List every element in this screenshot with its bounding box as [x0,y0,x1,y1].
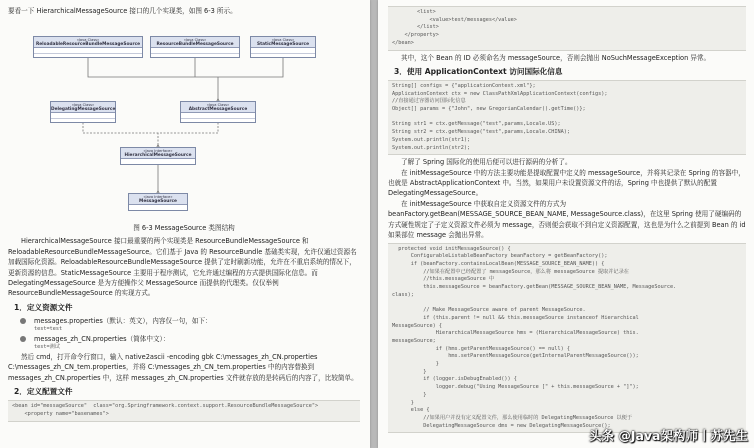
bullet-dot-icon [20,318,26,324]
text-understood: 了解了 Spring 国际化的使用后便可以进行源码的分析了。 [401,158,572,167]
uml-class-reloadable: «Java Class» ReloadableResourceBundleMessageSource [33,36,143,58]
bullet-code: test=测试 [34,344,60,351]
code-block-context-usage: String[] configs = {"applicationContext.xml"}; ApplicationContext ctx = new ClassPathXmlApplicationContext(configs); //直接通过容器访问国际化信息 Object[] params = {"John", new GregorianCalendar().getTime()}; String str1 = ctx.getMessage("test",params,Locale.US); String str2 = ctx.getMessage("test",params,Locale.CHINA); System.out.println(str1); System.out.println(str2); [388,80,746,155]
uml-class-delegating: «Java Class» DelegatingMessageSource [50,101,116,123]
text-bean-id-note: 其中，这个 Bean 的 ID 必须命名为 messageSource，否则会抛出 NoSuchMessageException 异常。 [401,53,711,62]
class-diagram [8,21,360,221]
section-heading-use-context: 3．使用 ApplicationContext 访问国际化信息 [394,66,563,76]
code-block-init-message-source: protected void initMessageSource() { ConfigurableListableBeanFactory beanFactory = getBeanFactory(); if (beanFactory.containsLocalBean(MESSAGE_SOURCE_BEAN_NAME)) { //如果在配置中已经配置了 messageSource，那么将 messageSource 提取并记录在 //this.messageSource 中 this.messageSource = beanFactory.getBean(MESSAGE_SOURCE_BEAN_NAME, MessageSource. class); // Make MessageSource aware of parent MessageSource. if (this.parent != null && this.messageSource instanceof Hierarchical MessageSource) { HierarchicalMessageSource hms = (HierarchicalMessageSource) this. messageSource; if (hms.getParentMessageSource() == null) { hms.setParentMessageSource(getInternalParentMessageSource()); } } if (logger.isDebugEnabled()) { logger.debug("Using MessageSource [" + this.messageSource + "]"); } } else { //如果用户并没有定义配置文件，那么使用临时的 DelegatingMessageSource 以便于 DelegatingMessageSource dms = new DelegatingMessageSource(); [388,243,746,434]
bullet-text: messages_zh_CN.properties（简体中文）： [34,334,170,343]
code-block-bean-end: <list> <value>test/messages</value> </list> </property> </bean> [388,6,746,51]
uml-class-abstract: «Java Class» AbstractMessageSource [180,101,256,123]
code-block-bean-config: <bean id="messageSource" class="org.Springframework.context.support.ResourceBundleMessageSource"> <property name="basenames"> [8,400,360,421]
right-page [378,0,754,448]
paragraph-native2ascii: 然后 cmd，打开命令行窗口，输入 native2ascii -encoding gbk C:\messages_zh_CN.properties C:\messages_zh_CN_tem.properties，并将 C:\messages_zh_CN_tem.properties 中的内容替换到 messages_zh_CN.properties 中，这样 messages_zh_CN.properties 文件就存放的是转码后的内容了，比较简单。 [8,353,358,382]
paragraph-implementations: HierarchicalMessageSource 接口最重要的两个实现类是 ResourceBundleMessageSource 和 ReloadableResourceBundleMessageSource。它们基于 Java 的 ResourceBundle 基础类实现，允许仅通过资源名加载国际化资源。ReloadableResourceBundleMessageSource 提供了定时刷新功能，允许在不重启系统的情况下，更新资源的信息。StaticMessageSource 主要用于程序测试，它允许通过编程的方式提供国际化信息。而 DelegatingMessageSource 是为方便操作父 MessageSource 而提供的代理类。仅仅举例 ResourceBundleMessageSource 的实现方式。 [8,237,357,298]
uml-class-resourcebundle: «Java Class» ResourceBundleMessageSource [150,36,240,58]
bullet-code: test=test [34,326,63,333]
text-init-message-source: 在 initMessageSource 中的方法主要功能是提取配置中定义的 messageSource，并将其记录在 Spring 的容器中，也就是 AbstractApplicationContext 中。当然，如果用户未设置资源文件的话，Spring 中也提供了默认的配置 DelegatingMessageSource。 [388,168,745,198]
section-heading-config-file: 2．定义配置文件 [14,387,73,397]
section-heading-resource-files: 1．定义资源文件 [14,302,73,312]
uml-interface-hierarchical: «Java Interface» HierarchicalMessageSource [120,147,196,165]
bullet-item [20,316,360,334]
text-hardcoded-name: 在 initMessageSource 中获取自定义资源文件的方式为 beanFactory.getBean(MESSAGE_SOURCE_BEAN_NAME, MessageSource.class)，在这里 Spring 使用了硬编码的方式硬性规定了子定义资源文件必须为 message，否则便会获取不到自定义资源配置，这也是为什么之前提到 Bean 的 id 如果部位 message 会抛出异常。 [388,199,746,240]
bullet-dot-icon [20,336,26,342]
bullet-item [20,334,360,352]
watermark: 头条 @Java架构师丨苏先生 [588,428,748,443]
figure-caption: 图 6-3 MessageSource 类图结构 [133,224,235,233]
uml-interface-messagesource: «Java Interface» MessageSource [128,193,188,211]
intro-text: 要看一下 HierarchicalMessageSource 接口的几个实现类，如图 6-3 所示。 [8,7,237,15]
left-page [0,0,370,448]
bullet-text: messages.properties（默认：英文），内容仅一句，如下： [34,316,212,325]
uml-class-static: «Java Class» StaticMessageSource [250,36,316,58]
